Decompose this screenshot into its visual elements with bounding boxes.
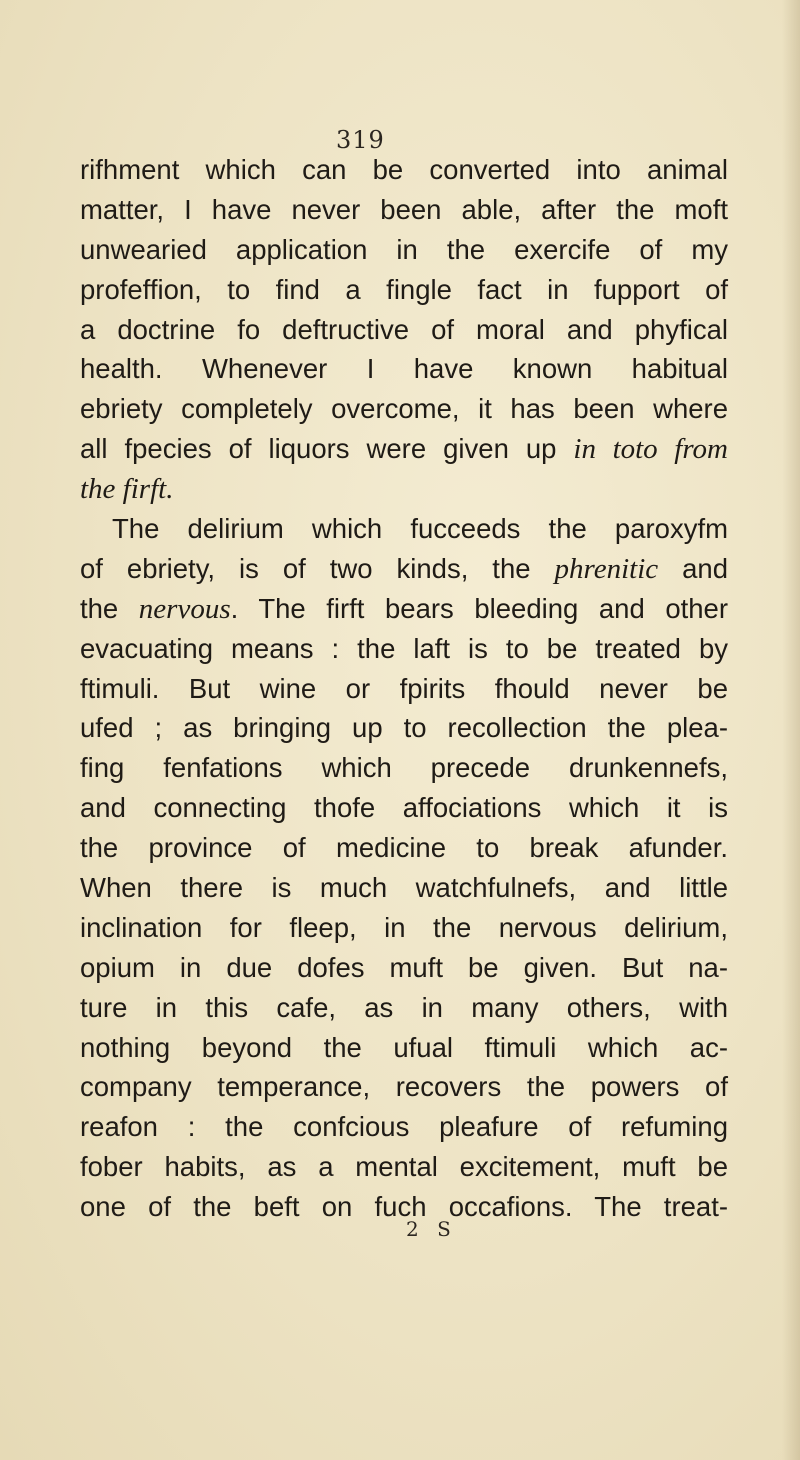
text-run: of ebriety, is of two kinds, the bbox=[80, 552, 555, 584]
text-run: health. Whenever I have known habitual bbox=[80, 353, 728, 385]
text-line bbox=[80, 1147, 728, 1187]
text-line bbox=[80, 310, 728, 350]
text-run: profeffion, to find a fingle fact in fupport of bbox=[80, 273, 728, 305]
page-number: 319 bbox=[336, 126, 385, 154]
text-run: and bbox=[658, 552, 728, 584]
text-line bbox=[80, 988, 728, 1028]
text-run: When there is much watchfulnefs, and little bbox=[80, 872, 728, 904]
text-run: The delirium which fucceeds the paroxyfm bbox=[112, 513, 728, 545]
text-line bbox=[80, 708, 728, 748]
text-line bbox=[80, 1107, 728, 1147]
text-run: fober habits, as a mental excitement, muft be bbox=[80, 1151, 728, 1183]
text-run: nothing beyond the ufual ftimuli which ac- bbox=[80, 1031, 728, 1063]
italic-text: in toto from bbox=[573, 433, 728, 466]
text-line bbox=[80, 669, 728, 709]
text-line bbox=[80, 349, 728, 389]
text-run: ftimuli. But wine or fpirits fhould never be bbox=[80, 672, 728, 704]
body-text bbox=[80, 150, 728, 1227]
text-run: matter, I have never been able, after the moft bbox=[80, 193, 728, 225]
text-run: . The firft bears bleeding and other bbox=[230, 592, 729, 624]
text-line bbox=[80, 150, 728, 190]
text-run: a doctrine fo deftructive of moral and phyfical bbox=[80, 313, 728, 345]
text-run: all fpecies of liquors were given up bbox=[80, 433, 574, 465]
text-run: ebriety completely overcome, it has been where bbox=[80, 393, 728, 425]
text-line bbox=[80, 190, 728, 230]
text-line bbox=[80, 1187, 728, 1227]
text-line bbox=[80, 868, 728, 908]
signature-mark: 2 S bbox=[406, 1217, 457, 1241]
text-line bbox=[80, 629, 728, 669]
text-line bbox=[80, 589, 728, 629]
text-run: opium in due dofes muft be given. But na- bbox=[80, 951, 728, 983]
text-run: unwearied application in the exercife of my bbox=[80, 233, 728, 265]
text-line bbox=[80, 549, 728, 589]
text-line bbox=[80, 948, 728, 988]
text-run: rifhment which can be converted into animal bbox=[80, 154, 728, 185]
italic-text: phrenitic bbox=[554, 552, 659, 585]
text-run: ufed ; as bringing up to recollection the plea- bbox=[80, 712, 728, 744]
text-line bbox=[80, 748, 728, 788]
text-run: and connecting thofe affociations which it is bbox=[80, 792, 728, 824]
text-run: the province of medicine to break afunder. bbox=[80, 832, 728, 864]
text-run: inclination for fleep, in the nervous delirium, bbox=[80, 911, 728, 943]
italic-text: the firft. bbox=[80, 473, 174, 506]
text-line bbox=[80, 429, 728, 469]
text-line bbox=[80, 1067, 728, 1107]
text-line bbox=[80, 509, 728, 549]
text-line bbox=[80, 828, 728, 868]
text-line bbox=[80, 230, 728, 270]
italic-text: nervous bbox=[138, 592, 231, 625]
text-run: the bbox=[80, 592, 139, 624]
text-line bbox=[80, 270, 728, 310]
text-line bbox=[80, 469, 728, 509]
text-line bbox=[80, 908, 728, 948]
text-line bbox=[80, 788, 728, 828]
text-run: company temperance, recovers the powers of bbox=[80, 1071, 728, 1103]
text-run: ture in this cafe, as in many others, with bbox=[80, 991, 728, 1023]
text-line bbox=[80, 1028, 728, 1068]
text-run: one of the beft on fuch occafions. The treat- bbox=[80, 1191, 728, 1223]
text-line bbox=[80, 389, 728, 429]
text-run: evacuating means : the laft is to be treated by bbox=[80, 632, 728, 664]
text-run: reafon : the confcious pleafure of refuming bbox=[80, 1111, 728, 1143]
text-run: fing fenfations which precede drunkennefs, bbox=[80, 752, 728, 784]
